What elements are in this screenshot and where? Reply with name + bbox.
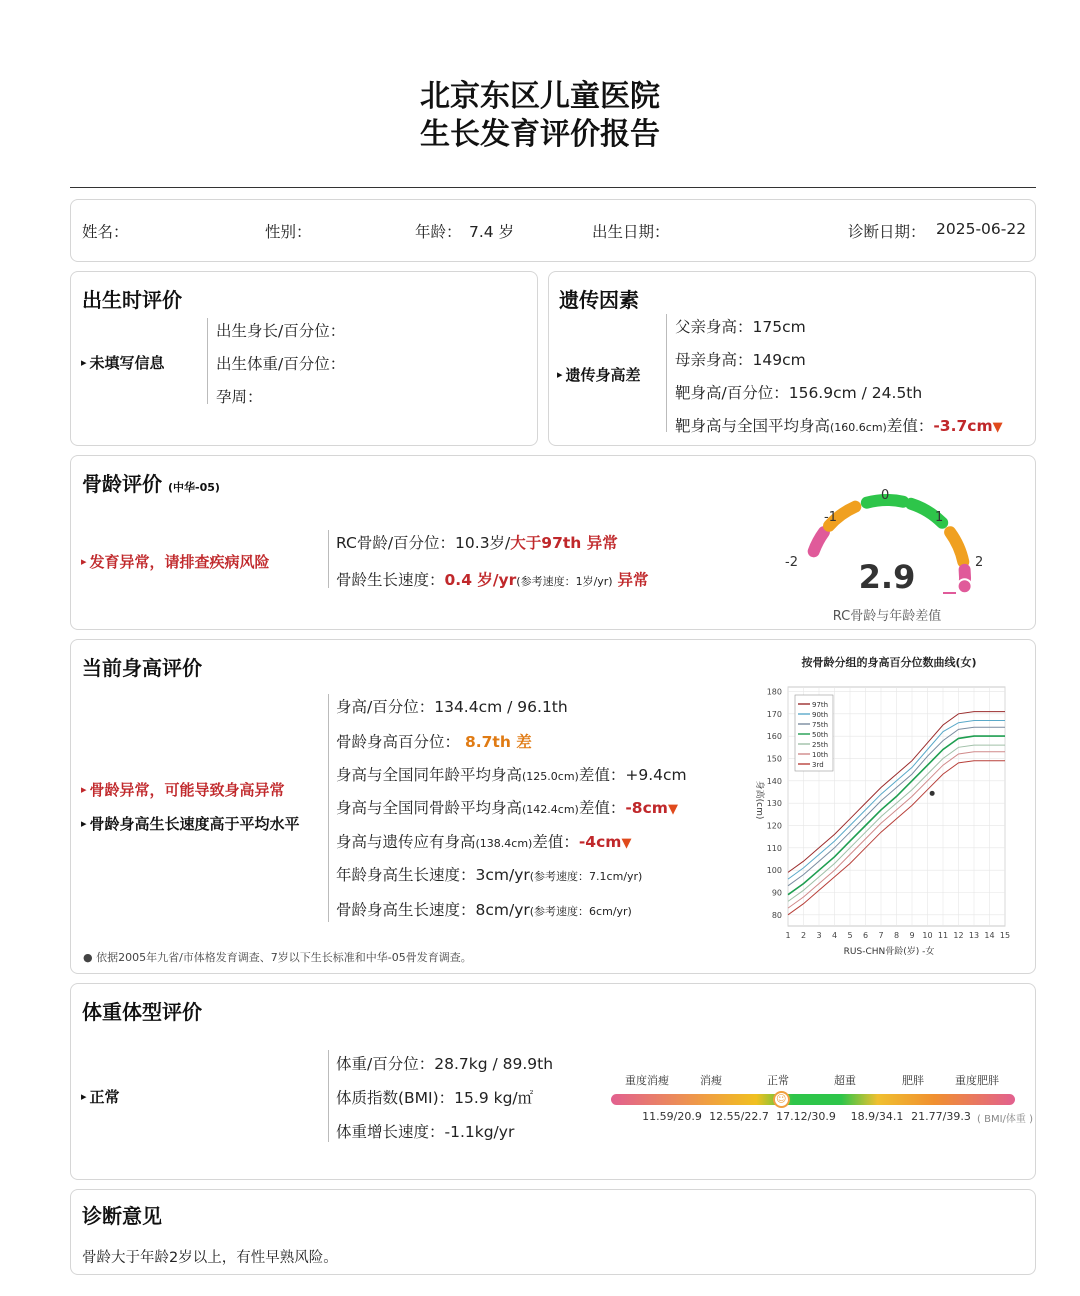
chart-y-tick: 180 xyxy=(766,687,782,697)
rc-label: RC骨龄/百分位：10.3岁/ xyxy=(336,534,511,552)
chart-legend-label: 25th xyxy=(812,741,829,749)
bone-speed-value: 0.4 岁/yr xyxy=(444,571,517,589)
gauge-orange-high-segment xyxy=(950,532,963,562)
weight-title: 体重体型评价 xyxy=(82,1000,202,1024)
target-height: 靶身高/百分位：156.9cm / 24.5th xyxy=(675,384,923,402)
bmi-marker-smiley-icon: ☺ xyxy=(773,1091,790,1108)
birth-weeks: 孕周： xyxy=(216,388,263,406)
chart-legend-label: 97th xyxy=(812,701,829,709)
target-diff-suffix: 差值： xyxy=(886,417,934,435)
bone-height-percentile-label: 骨龄身高百分位： xyxy=(336,733,461,751)
chart-patient-point xyxy=(930,791,935,796)
bmi-scale-label: 重度肥胖 xyxy=(955,1074,999,1087)
bone-height-speed: 骨龄身高生长速度：8cm/yr(参考速度：6cm/yr) xyxy=(336,901,632,919)
bone-speed xyxy=(336,568,649,590)
chart-x-tick: 9 xyxy=(909,931,915,940)
bone-height-percentile xyxy=(336,730,532,752)
bone-height-percentile-value: 8.7th 差 xyxy=(464,733,532,751)
genetic-diff-value: -4cm xyxy=(578,833,622,851)
chart-x-tick: 6 xyxy=(862,931,869,940)
chart-y-tick: 90 xyxy=(771,888,782,898)
chart-title: 按骨龄分组的身高百分位数曲线(女) xyxy=(801,656,977,669)
chart-x-tick: 14 xyxy=(984,931,995,940)
age-height-speed: 年龄身高生长速度：3cm/yr(参考速度：7.1cm/yr) xyxy=(336,866,643,884)
chart-legend-label: 3rd xyxy=(812,761,824,769)
bone-speed-ref: (参考速度：1岁/yr) xyxy=(516,575,613,588)
age-value: 7.4 岁 xyxy=(469,223,515,241)
bmi-scale-cut: 21.77/39.3 xyxy=(911,1110,971,1123)
chart-x-tick: 10 xyxy=(922,931,933,940)
bmi-scale-cut: 17.12/30.9 xyxy=(776,1110,836,1123)
chart-x-tick: 11 xyxy=(937,931,949,940)
bmi-value: 体质指数(BMI)：15.9 kg/㎡ xyxy=(336,1089,534,1107)
bmi-scale-label: 肥胖 xyxy=(902,1074,924,1087)
chart-y-tick: 80 xyxy=(771,910,782,920)
birth-length: 出生身长/百分位： xyxy=(216,322,346,340)
bmi-scale-cut: 18.9/34.1 xyxy=(850,1110,904,1123)
gauge-tick-2: 2 xyxy=(975,555,984,570)
weight-speed: 体重增长速度：-1.1kg/yr xyxy=(336,1123,515,1141)
chart-x-tick: 7 xyxy=(878,931,884,940)
bone-title: 骨龄评价 (中华-05) xyxy=(82,472,220,496)
chart-legend-label: 90th xyxy=(812,711,829,719)
chart-legend-label: 50th xyxy=(812,731,829,739)
chart-x-tick: 1 xyxy=(785,931,791,940)
title-divider xyxy=(70,187,1036,188)
bone-divider xyxy=(328,530,329,588)
sex-label: 性别： xyxy=(265,223,312,241)
gauge-pointer xyxy=(958,579,972,593)
chart-legend xyxy=(795,695,833,771)
birth-divider xyxy=(207,318,208,404)
chart-x-tick: 2 xyxy=(800,931,807,940)
bmi-scale-cut: 11.59/20.9 xyxy=(642,1110,702,1123)
chart-x-tick: 8 xyxy=(893,931,900,940)
info-icon: ● xyxy=(83,951,93,964)
bmi-scale xyxy=(611,1072,1033,1132)
diagnosis-card xyxy=(70,1189,1036,1275)
height-title: 当前身高评价 xyxy=(82,656,202,680)
hospital-name: 北京东区儿童医院 xyxy=(420,79,660,114)
report-name: 生长发育评价报告 xyxy=(420,117,660,152)
chart-x-tick: 15 xyxy=(999,931,1011,940)
chart-y-tick: 150 xyxy=(766,754,782,764)
bmi-scale-label: 正常 xyxy=(767,1074,789,1087)
patient-info-card xyxy=(70,199,1036,262)
diag-date-value: 2025-06-22 xyxy=(936,220,1027,238)
bmi-scale-cut: 12.55/22.7 xyxy=(709,1110,769,1123)
weight-divider xyxy=(328,1050,329,1142)
chart-x-tick: 3 xyxy=(816,931,822,940)
bmi-scale-unit: ( BMI/体重 ) xyxy=(977,1114,1033,1125)
growth-percentile-chart xyxy=(743,650,1023,960)
gauge-tick-minus2: -2 xyxy=(785,555,798,570)
genetic-divider xyxy=(666,314,667,432)
gauge-tick-1: 1 xyxy=(935,510,944,525)
height-footnote: ● 依据2005年九省/市体格发育调查、7岁以下生长标准和中华-05骨发育调查。 xyxy=(83,951,472,964)
chart-y-tick: 110 xyxy=(766,843,782,853)
height-percentile: 身高/百分位：134.4cm / 96.1th xyxy=(336,698,568,716)
bone-age-card xyxy=(70,455,1036,630)
target-diff-label: 靶身高与全国平均身高 xyxy=(675,417,831,435)
chart-x-tick: 4 xyxy=(831,931,838,940)
bmi-scale-bar xyxy=(611,1094,1015,1105)
down-arrow-icon: ▼ xyxy=(621,836,632,851)
birth-weight: 出生体重/百分位： xyxy=(216,355,346,373)
father-height: 父亲身高：175cm xyxy=(675,318,806,336)
chart-y-tick: 130 xyxy=(766,799,782,809)
weight-percentile: 体重/百分位：28.7kg / 89.9th xyxy=(336,1055,554,1073)
birth-title: 出生时评价 xyxy=(82,288,182,312)
down-arrow-icon: ▼ xyxy=(992,420,1003,435)
genetic-status: ▸ 遗传身高差 xyxy=(557,364,641,385)
height-divider xyxy=(328,694,329,922)
weight-eval-card xyxy=(70,983,1036,1180)
chart-y-tick: 160 xyxy=(766,732,782,742)
target-diff-value: -3.7cm xyxy=(933,417,993,435)
gauge-tick-0: 0 xyxy=(881,488,890,503)
height-status-1: ▸ 骨龄异常，可能导致身高异常 xyxy=(81,779,285,800)
bmi-scale-label: 消瘦 xyxy=(700,1074,722,1087)
chart-x-tick: 12 xyxy=(953,931,964,940)
diagnosis-text: 骨龄大于年龄2岁以上，有性早熟风险。 xyxy=(82,1250,338,1266)
chart-legend-label: 10th xyxy=(812,751,829,759)
chart-x-tick: 5 xyxy=(847,931,853,940)
report-title xyxy=(0,78,1080,154)
same-bone-diff-value: -8cm xyxy=(625,799,668,817)
age-label: 年龄： xyxy=(415,223,462,241)
gauge-pink-low-segment xyxy=(814,532,824,551)
target-diff xyxy=(675,414,1003,436)
chart-y-tick: 140 xyxy=(766,776,782,786)
birth-status: ▸ 未填写信息 xyxy=(81,352,165,373)
gauge-tick-minus1: -1 xyxy=(824,510,837,525)
genetic-card xyxy=(548,271,1036,446)
gauge-value: 2.9 xyxy=(858,558,916,596)
weight-status: ▸ 正常 xyxy=(81,1086,120,1107)
chart-x-tick: 13 xyxy=(968,931,980,940)
rc-bone-age-gauge xyxy=(771,466,1011,626)
bone-speed-flag: 异常 xyxy=(617,571,649,589)
bone-speed-label: 骨龄生长速度： xyxy=(336,571,445,589)
target-diff-ref: (160.6cm) xyxy=(830,421,887,434)
birth-date-label: 出生日期： xyxy=(592,223,670,241)
rc-bone-age xyxy=(336,531,618,553)
chart-y-tick: 100 xyxy=(766,866,782,876)
birth-eval-card xyxy=(70,271,538,446)
rc-flag: 大于97th 异常 xyxy=(510,534,618,552)
chart-xlabel: RUS-CHN骨龄(岁) -女 xyxy=(843,947,935,957)
chart-ylabel: 身高(cm) xyxy=(754,780,764,820)
chart-legend-label: 75th xyxy=(812,721,829,729)
bmi-scale-label: 超重 xyxy=(834,1074,856,1087)
mother-height: 母亲身高：149cm xyxy=(675,351,806,369)
genetic-title: 遗传因素 xyxy=(559,288,639,312)
down-arrow-icon: ▼ xyxy=(667,802,678,817)
chart-y-tick: 170 xyxy=(766,709,782,719)
bone-standard-note: (中华-05) xyxy=(168,481,220,494)
height-eval-card xyxy=(70,639,1036,974)
gauge-caption: RC骨龄与年龄差值 xyxy=(832,609,942,624)
height-status-2: ▸ 骨龄身高生长速度高于平均水平 xyxy=(81,813,300,834)
same-bone-diff: 身高与全国同骨龄平均身高(142.4cm)差值：-8cm▼ xyxy=(336,799,678,817)
same-age-diff: 身高与全国同年龄平均身高(125.0cm)差值：+9.4cm xyxy=(336,766,687,784)
diagnosis-title: 诊断意见 xyxy=(82,1204,162,1228)
diag-date-label: 诊断日期： xyxy=(848,223,926,241)
bone-status: ▸ 发育异常，请排查疾病风险 xyxy=(81,551,270,572)
chart-y-tick: 120 xyxy=(766,821,782,831)
name-label: 姓名： xyxy=(82,223,129,241)
bmi-scale-label: 重度消瘦 xyxy=(625,1074,669,1087)
genetic-diff: 身高与遗传应有身高(138.4cm)差值：-4cm▼ xyxy=(336,833,632,851)
